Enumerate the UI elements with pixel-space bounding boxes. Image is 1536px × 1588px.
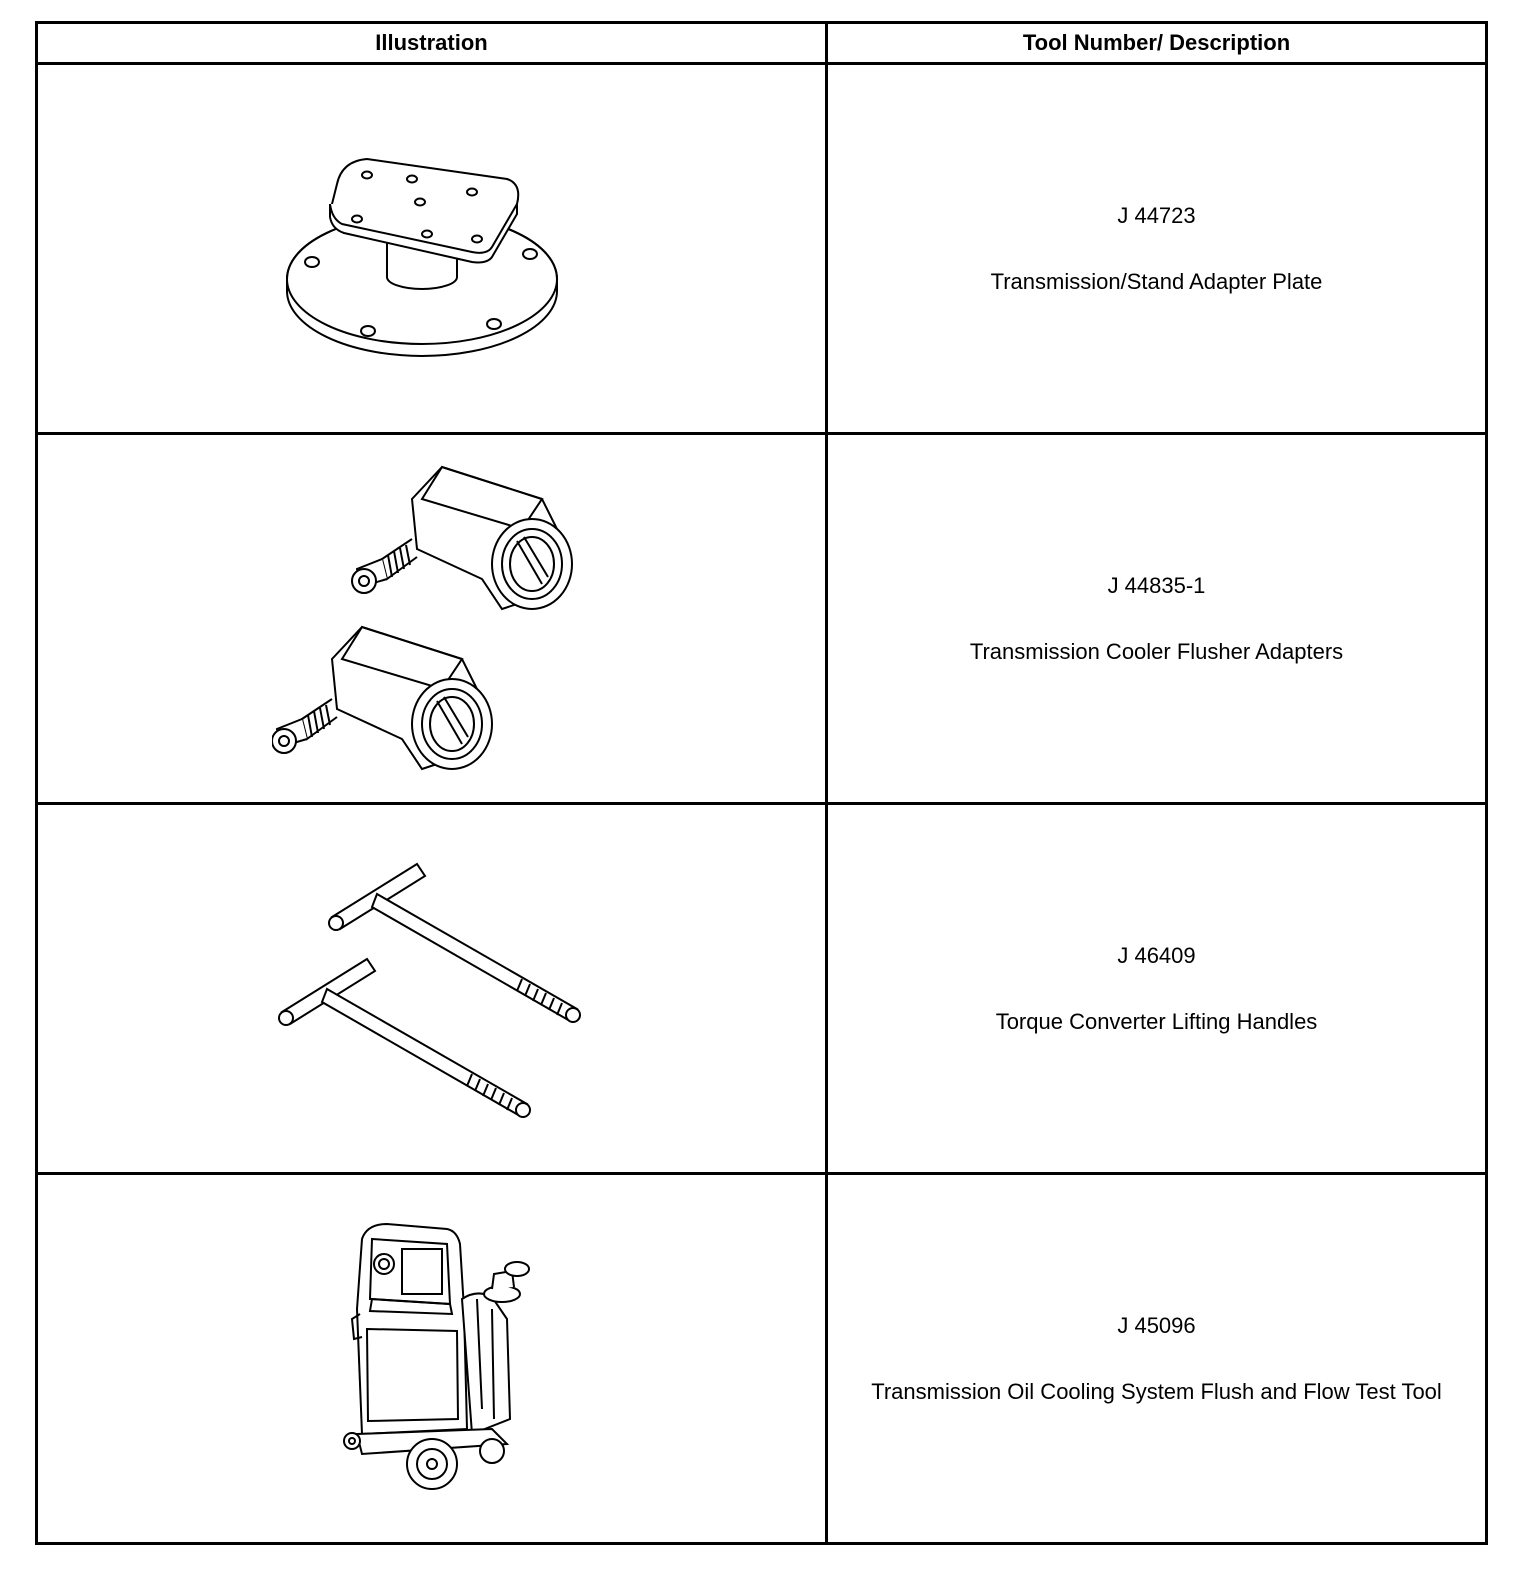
table-row bbox=[37, 434, 1487, 804]
illustration-cell bbox=[37, 434, 827, 804]
tool-description-cell bbox=[827, 64, 1487, 434]
flusher-adapter-lower bbox=[272, 627, 492, 769]
lifting-handle-lower bbox=[279, 959, 530, 1117]
flusher-adapter-upper bbox=[352, 467, 572, 609]
tool-number: J 46409 bbox=[1117, 942, 1196, 968]
tool-number: J 44723 bbox=[1117, 202, 1196, 228]
table-row bbox=[37, 804, 1487, 1174]
tool-description-cell bbox=[827, 434, 1487, 804]
tool-number: J 45096 bbox=[1117, 1312, 1196, 1338]
lifting-handle-upper bbox=[329, 864, 580, 1022]
lifting-handles-icon bbox=[272, 859, 592, 1119]
table-row bbox=[37, 1174, 1487, 1544]
adapter-plate-icon bbox=[282, 129, 582, 369]
flusher-adapters-icon bbox=[272, 459, 592, 779]
tool-description: Transmission Oil Cooling System Flush and Flow Test Tool bbox=[871, 1378, 1442, 1404]
table-row bbox=[37, 64, 1487, 434]
illustration-cell bbox=[37, 64, 827, 434]
tool-number-description-header: Tool Number/ Description bbox=[827, 23, 1487, 64]
tool-description-cell bbox=[827, 1174, 1487, 1544]
illustration-cell bbox=[37, 1174, 827, 1544]
tool-description-cell bbox=[827, 804, 1487, 1174]
illustration-header: Illustration bbox=[37, 23, 827, 64]
illustration-cell bbox=[37, 804, 827, 1174]
table-header-row bbox=[37, 23, 1487, 64]
tool-number: J 44835-1 bbox=[1107, 572, 1206, 598]
tool-description: Transmission Cooler Flusher Adapters bbox=[969, 638, 1344, 664]
special-tools-table bbox=[35, 21, 1488, 1545]
tool-description: Transmission/Stand Adapter Plate bbox=[990, 268, 1323, 294]
tool-description: Torque Converter Lifting Handles bbox=[995, 1008, 1318, 1034]
flush-flow-test-tool-icon bbox=[332, 1219, 532, 1499]
